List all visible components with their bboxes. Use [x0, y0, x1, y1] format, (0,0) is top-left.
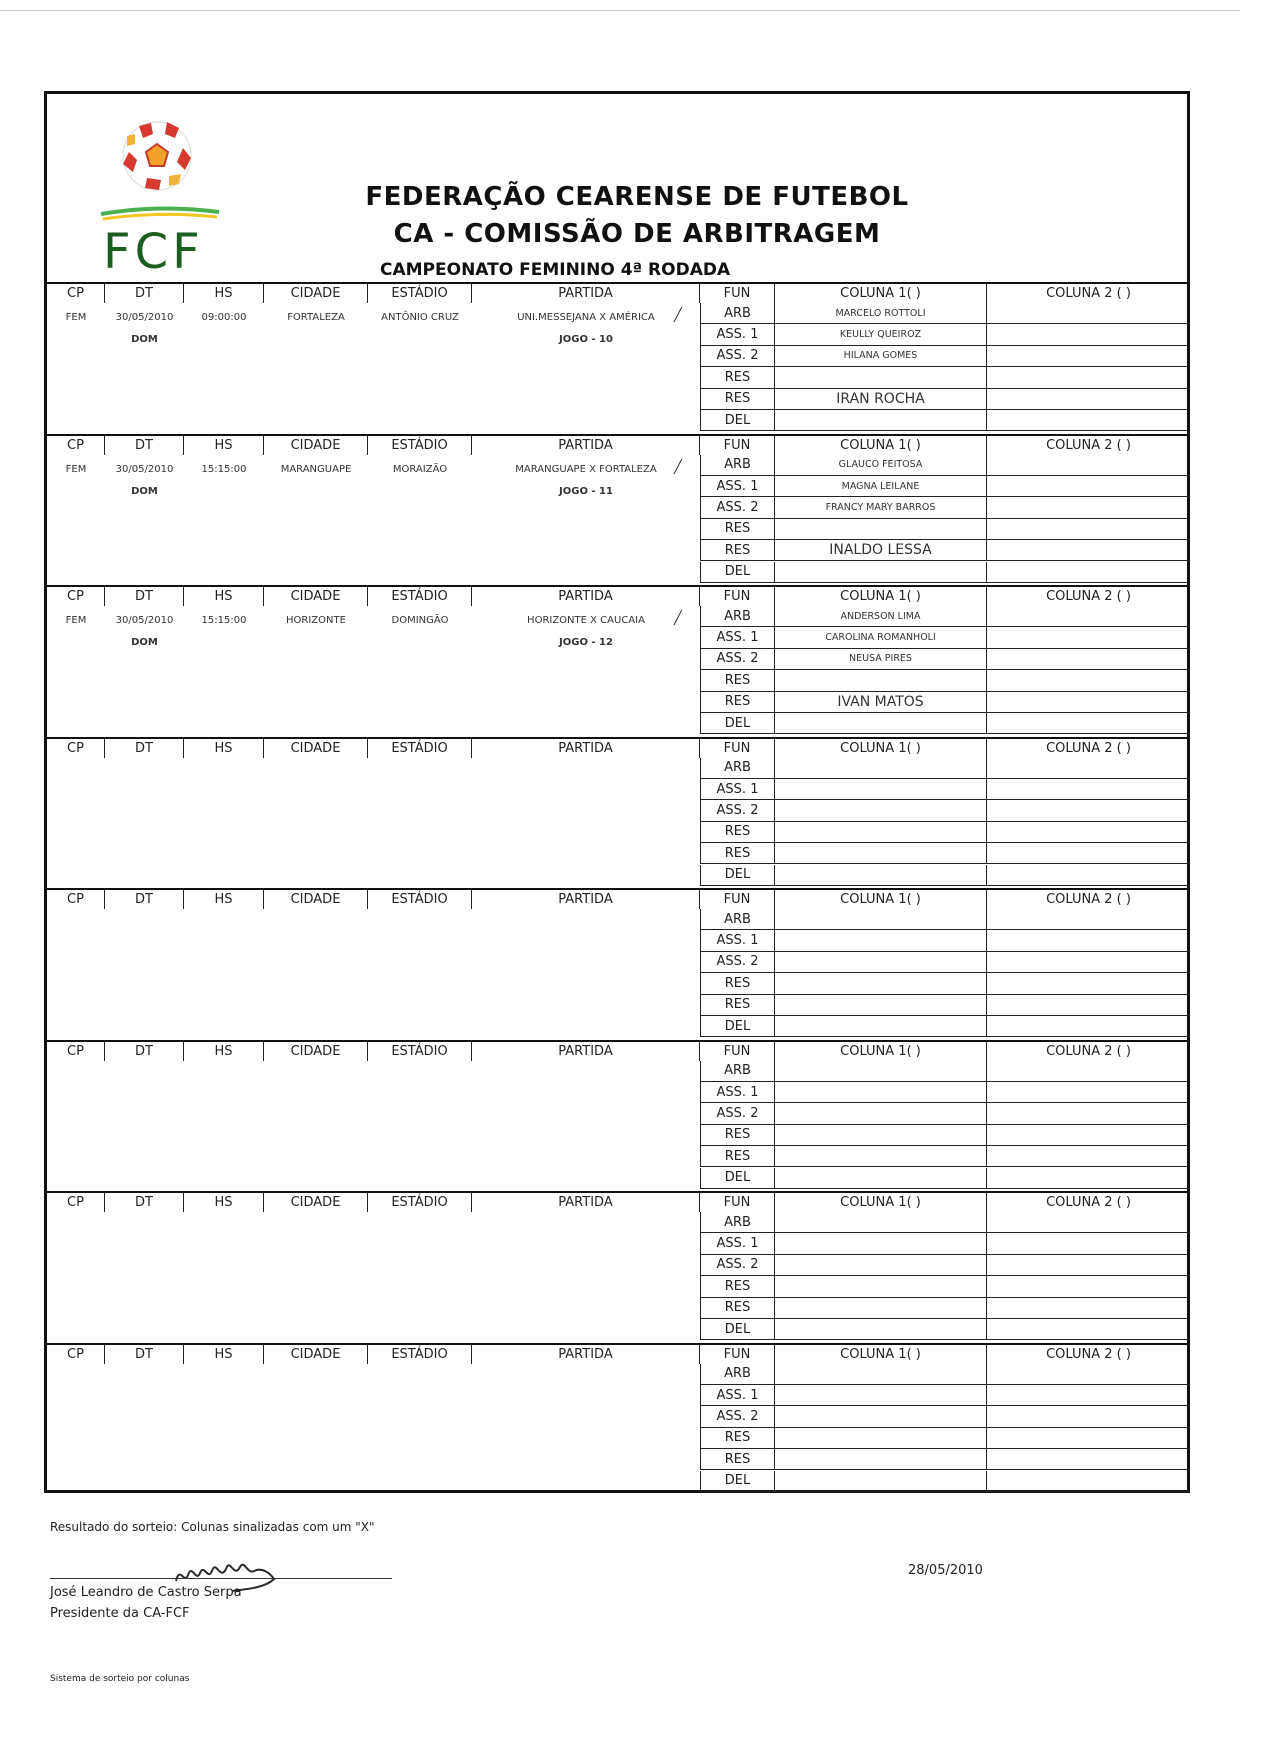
- column2-cell: [987, 1082, 1190, 1103]
- official-name: [775, 973, 987, 994]
- header-coluna1: COLUNA 1( ): [775, 587, 987, 606]
- header-cp: CP: [47, 1193, 105, 1212]
- official-name: [775, 952, 987, 973]
- game-number: JOGO - 12: [559, 637, 613, 648]
- header-cp: CP: [47, 436, 105, 455]
- header-cp: CP: [47, 284, 105, 303]
- header-dt: DT: [105, 1345, 184, 1364]
- header-coluna2: COLUNA 2 ( ): [1046, 589, 1131, 604]
- check-mark-icon: ╱: [674, 611, 682, 626]
- game-weekday: DOM: [131, 334, 158, 345]
- column2-cell: [987, 822, 1190, 843]
- official-name: [775, 670, 987, 691]
- header-coluna1: COLUNA 1( ): [775, 1193, 987, 1212]
- game-block: [47, 282, 1187, 433]
- header-cidade: CIDADE: [264, 1042, 368, 1061]
- header-coluna2: COLUNA 2 ( ): [1046, 1346, 1131, 1362]
- column2-cell: [987, 952, 1190, 973]
- header-cidade: CIDADE: [264, 436, 368, 455]
- role-label: ASS. 2: [700, 1103, 775, 1124]
- header-partida: PARTIDA: [472, 1042, 700, 1061]
- header-fun: FUN: [700, 284, 775, 303]
- column2-cell: [987, 1103, 1190, 1124]
- column2-cell: [987, 843, 1190, 864]
- official-name: [775, 909, 987, 930]
- column2-cell: [987, 519, 1190, 540]
- official-name: [775, 410, 987, 431]
- role-label: RES: [700, 1146, 775, 1167]
- role-label: ASS. 2: [700, 1255, 775, 1276]
- column2-cell: [987, 692, 1190, 713]
- column-header-row: [47, 434, 1187, 455]
- role-label: RES: [700, 1276, 775, 1297]
- header-hs: HS: [184, 436, 264, 455]
- role-label: ARB: [700, 1061, 775, 1082]
- role-label: ASS. 1: [700, 930, 775, 951]
- role-label: ASS. 1: [700, 627, 775, 648]
- header-dt: DT: [105, 890, 184, 909]
- role-label: ARB: [700, 1212, 775, 1233]
- official-name: [775, 1255, 987, 1276]
- official-name: [775, 779, 987, 800]
- column2-cell: [987, 865, 1190, 886]
- official-name: [775, 1319, 987, 1340]
- header-coluna1: COLUNA 1( ): [775, 1042, 987, 1061]
- game-category: FEM: [65, 615, 87, 626]
- column2-cell: [987, 324, 1190, 345]
- column-header-row: [47, 1343, 1187, 1364]
- role-label: RES: [700, 1428, 775, 1449]
- column-header-row: [47, 1040, 1187, 1061]
- header-dt: DT: [105, 587, 184, 606]
- signer-name: José Leandro de Castro Serpa: [50, 1585, 242, 1600]
- official-name: [775, 1061, 987, 1082]
- game-stadium: ANTÔNIO CRUZ: [381, 312, 459, 323]
- role-label: DEL: [700, 562, 775, 583]
- official-name: CAROLINA ROMANHOLI: [775, 627, 987, 648]
- column-header-row: [47, 1191, 1187, 1212]
- header-estadio: ESTÁDIO: [368, 1345, 472, 1364]
- system-note: Sistema de sorteio por colunas: [50, 1674, 190, 1684]
- game-block: [47, 1343, 1187, 1494]
- column2-cell: [987, 1471, 1190, 1492]
- header-dt: DT: [105, 284, 184, 303]
- column2-cell: [987, 1276, 1190, 1297]
- referee-schedule-sheet: [44, 91, 1190, 1493]
- header-cp: CP: [47, 739, 105, 758]
- header-fun: FUN: [700, 1193, 775, 1212]
- official-name: [775, 1385, 987, 1406]
- header-fun: FUN: [700, 587, 775, 606]
- official-name: [775, 822, 987, 843]
- column2-cell: [987, 930, 1190, 951]
- header-estadio: ESTÁDIO: [368, 436, 472, 455]
- column2-cell: [987, 455, 1190, 476]
- role-label: ASS. 1: [700, 1082, 775, 1103]
- game-category: FEM: [65, 312, 87, 323]
- role-label: DEL: [700, 1471, 775, 1492]
- official-name: MARCELO ROTTOLI: [775, 303, 987, 324]
- role-label: ASS. 2: [700, 800, 775, 821]
- game-block: [47, 585, 1187, 736]
- game-match: HORIZONTE X CAUCAIA: [527, 615, 645, 626]
- header-cidade: CIDADE: [264, 284, 368, 303]
- header-dt: DT: [105, 1042, 184, 1061]
- column2-cell: [987, 713, 1190, 734]
- column2-cell: [987, 497, 1190, 518]
- header-hs: HS: [184, 587, 264, 606]
- role-label: ASS. 2: [700, 497, 775, 518]
- game-time: 15:15:00: [201, 615, 247, 626]
- scan-edge-line: [0, 10, 1240, 11]
- header-coluna1: COLUNA 1( ): [775, 739, 987, 758]
- role-label: ASS. 2: [700, 1406, 775, 1427]
- header-cidade: CIDADE: [264, 587, 368, 606]
- official-name: [775, 713, 987, 734]
- game-block: [47, 737, 1187, 888]
- column2-cell: [987, 1061, 1190, 1082]
- signature-line: [50, 1578, 392, 1579]
- column2-cell: [987, 1428, 1190, 1449]
- column2-cell: [987, 606, 1190, 627]
- column2-cell: [987, 627, 1190, 648]
- header-cp: CP: [47, 587, 105, 606]
- header-coluna2: COLUNA 2 ( ): [1046, 286, 1131, 301]
- document-date: 28/05/2010: [908, 1563, 983, 1578]
- header-estadio: ESTÁDIO: [368, 587, 472, 606]
- header-estadio: ESTÁDIO: [368, 890, 472, 909]
- official-name: [775, 758, 987, 779]
- official-name: [775, 800, 987, 821]
- commission-title: CA - COMISSÃO DE ARBITRAGEM: [393, 219, 881, 249]
- header-fun: FUN: [700, 739, 775, 758]
- header-coluna1: COLUNA 1( ): [775, 436, 987, 455]
- header-coluna2: COLUNA 2 ( ): [1046, 437, 1131, 453]
- column-header-row: [47, 282, 1187, 303]
- role-label: DEL: [700, 713, 775, 734]
- column2-cell: [987, 909, 1190, 930]
- logo-letters: FCF: [103, 224, 204, 280]
- role-label: ARB: [700, 758, 775, 779]
- header-cp: CP: [47, 890, 105, 909]
- fcf-logo: [99, 118, 249, 280]
- role-label: RES: [700, 389, 775, 410]
- official-name: [775, 1212, 987, 1233]
- official-name: NEUSA PIRES: [775, 649, 987, 670]
- header-partida: PARTIDA: [472, 587, 700, 606]
- official-name: MAGNA LEILANE: [775, 476, 987, 497]
- header-hs: HS: [184, 1042, 264, 1061]
- column2-cell: [987, 1016, 1190, 1037]
- column2-cell: [987, 562, 1190, 583]
- game-date: 30/05/2010: [115, 312, 174, 323]
- column2-cell: [987, 1212, 1190, 1233]
- role-label: ARB: [700, 606, 775, 627]
- role-label: ARB: [700, 303, 775, 324]
- game-stadium: MORAIZÃO: [392, 463, 448, 475]
- column2-cell: [987, 1406, 1190, 1427]
- official-name: [775, 1428, 987, 1449]
- header-hs: HS: [184, 284, 264, 303]
- role-label: RES: [700, 995, 775, 1016]
- game-block: [47, 1191, 1187, 1342]
- role-label: ARB: [700, 455, 775, 476]
- column2-cell: [987, 540, 1190, 561]
- official-name: [775, 1016, 987, 1037]
- header-dt: DT: [105, 739, 184, 758]
- header-partida: PARTIDA: [472, 284, 700, 303]
- game-block: [47, 888, 1187, 1039]
- header-hs: HS: [184, 1345, 264, 1364]
- role-label: DEL: [700, 1016, 775, 1037]
- role-label: RES: [700, 843, 775, 864]
- official-name: [775, 1298, 987, 1319]
- column2-cell: [987, 758, 1190, 779]
- role-label: RES: [700, 973, 775, 994]
- header-dt: DT: [105, 436, 184, 455]
- column-header-row: [47, 585, 1187, 606]
- header-cidade: CIDADE: [264, 890, 368, 909]
- column2-cell: [987, 1125, 1190, 1146]
- column2-cell: [987, 649, 1190, 670]
- column2-cell: [987, 800, 1190, 821]
- official-name: [775, 995, 987, 1016]
- column2-cell: [987, 779, 1190, 800]
- column2-cell: [987, 1449, 1190, 1470]
- official-name: [775, 367, 987, 388]
- header-cidade: CIDADE: [264, 1345, 368, 1364]
- role-label: ASS. 1: [700, 779, 775, 800]
- header-estadio: ESTÁDIO: [368, 739, 472, 758]
- header-partida: PARTIDA: [472, 1345, 700, 1364]
- column2-cell: [987, 367, 1190, 388]
- game-number: JOGO - 11: [559, 485, 613, 497]
- header-coluna1: COLUNA 1( ): [775, 890, 987, 909]
- role-label: ASS. 1: [700, 324, 775, 345]
- game-city: HORIZONTE: [286, 615, 346, 626]
- header-fun: FUN: [700, 1345, 775, 1364]
- role-label: RES: [700, 367, 775, 388]
- column2-cell: [987, 346, 1190, 367]
- column-header-row: [47, 737, 1187, 758]
- header-dt: DT: [105, 1193, 184, 1212]
- official-name: [775, 1449, 987, 1470]
- game-match: MARANGUAPE X FORTALEZA: [515, 463, 657, 475]
- official-name: INALDO LESSA: [775, 540, 987, 561]
- official-name: [775, 519, 987, 540]
- header-partida: PARTIDA: [472, 739, 700, 758]
- game-block: [47, 1040, 1187, 1191]
- official-name: KEULLY QUEIROZ: [775, 324, 987, 345]
- header-hs: HS: [184, 1193, 264, 1212]
- official-name: IRAN ROCHA: [775, 389, 987, 410]
- header-fun: FUN: [700, 1042, 775, 1061]
- game-time: 15:15:00: [201, 463, 247, 475]
- game-city: FORTALEZA: [287, 312, 345, 323]
- header-partida: PARTIDA: [472, 890, 700, 909]
- official-name: [775, 562, 987, 583]
- game-number: JOGO - 10: [559, 334, 613, 345]
- column2-cell: [987, 995, 1190, 1016]
- column2-cell: [987, 1385, 1190, 1406]
- column2-cell: [987, 389, 1190, 410]
- role-label: ARB: [700, 1364, 775, 1385]
- draw-result-note: Resultado do sorteio: Colunas sinalizadas com um "X": [50, 1520, 375, 1534]
- header-coluna2: COLUNA 2 ( ): [1046, 892, 1131, 907]
- header-cp: CP: [47, 1042, 105, 1061]
- official-name: [775, 1276, 987, 1297]
- role-label: DEL: [700, 410, 775, 431]
- column2-cell: [987, 1364, 1190, 1385]
- official-name: [775, 1168, 987, 1189]
- official-name: [775, 930, 987, 951]
- official-name: [775, 1103, 987, 1124]
- game-date: 30/05/2010: [115, 615, 174, 626]
- official-name: [775, 1471, 987, 1492]
- header-coluna2: COLUNA 2 ( ): [1046, 1043, 1131, 1059]
- role-label: ASS. 1: [700, 1385, 775, 1406]
- header-cp: CP: [47, 1345, 105, 1364]
- header-partida: PARTIDA: [472, 436, 700, 455]
- header-estadio: ESTÁDIO: [368, 1042, 472, 1061]
- game-city: MARANGUAPE: [280, 463, 352, 475]
- header-estadio: ESTÁDIO: [368, 1193, 472, 1212]
- role-label: RES: [700, 1298, 775, 1319]
- role-label: RES: [700, 822, 775, 843]
- role-label: RES: [700, 1125, 775, 1146]
- column2-cell: [987, 410, 1190, 431]
- official-name: [775, 865, 987, 886]
- column2-cell: [987, 1319, 1190, 1340]
- official-name: [775, 1233, 987, 1254]
- signer-title: Presidente da CA-FCF: [50, 1606, 190, 1621]
- check-mark-icon: ╱: [674, 308, 682, 323]
- official-name: [775, 1364, 987, 1385]
- column2-cell: [987, 476, 1190, 497]
- column2-cell: [987, 1146, 1190, 1167]
- official-name: IVAN MATOS: [775, 692, 987, 713]
- header-coluna1: COLUNA 1( ): [775, 1345, 987, 1364]
- role-label: ASS. 2: [700, 952, 775, 973]
- column2-cell: [987, 670, 1190, 691]
- role-label: DEL: [700, 865, 775, 886]
- header-coluna2: COLUNA 2 ( ): [1046, 740, 1131, 756]
- game-match: UNI.MESSEJANA X AMÉRICA: [517, 312, 655, 323]
- check-mark-icon: ╱: [674, 459, 682, 475]
- role-label: DEL: [700, 1168, 775, 1189]
- game-weekday: DOM: [131, 637, 158, 648]
- header-estadio: ESTÁDIO: [368, 284, 472, 303]
- column2-cell: [987, 1298, 1190, 1319]
- header-hs: HS: [184, 739, 264, 758]
- role-label: DEL: [700, 1319, 775, 1340]
- header-coluna1: COLUNA 1( ): [775, 284, 987, 303]
- game-block: [47, 434, 1187, 585]
- federation-title: FEDERAÇÃO CEARENSE DE FUTEBOL: [365, 182, 909, 212]
- official-name: [775, 1146, 987, 1167]
- header-cidade: CIDADE: [264, 739, 368, 758]
- role-label: ARB: [700, 909, 775, 930]
- official-name: [775, 1082, 987, 1103]
- column2-cell: [987, 1255, 1190, 1276]
- column2-cell: [987, 1233, 1190, 1254]
- official-name: GLAUCO FEITOSA: [775, 455, 987, 476]
- game-date: 30/05/2010: [115, 463, 174, 475]
- role-label: ASS. 2: [700, 649, 775, 670]
- game-stadium: DOMINGÃO: [391, 615, 449, 626]
- game-weekday: DOM: [131, 485, 158, 497]
- role-label: ASS. 1: [700, 476, 775, 497]
- role-label: ASS. 1: [700, 1233, 775, 1254]
- official-name: [775, 1406, 987, 1427]
- column-header-row: [47, 888, 1187, 909]
- role-label: RES: [700, 692, 775, 713]
- role-label: RES: [700, 1449, 775, 1470]
- official-name: ANDERSON LIMA: [775, 606, 987, 627]
- column2-cell: [987, 973, 1190, 994]
- header-fun: FUN: [700, 890, 775, 909]
- championship-subtitle: CAMPEONATO FEMININO 4ª RODADA: [380, 260, 731, 280]
- official-name: HILANA GOMES: [775, 346, 987, 367]
- game-category: FEM: [65, 463, 87, 475]
- column2-cell: [987, 1168, 1190, 1189]
- header-partida: PARTIDA: [472, 1193, 700, 1212]
- role-label: RES: [700, 670, 775, 691]
- header-cidade: CIDADE: [264, 1193, 368, 1212]
- role-label: RES: [700, 540, 775, 561]
- header-hs: HS: [184, 890, 264, 909]
- column2-cell: [987, 303, 1190, 324]
- role-label: RES: [700, 519, 775, 540]
- official-name: [775, 1125, 987, 1146]
- game-time: 09:00:00: [201, 312, 247, 323]
- official-name: FRANCY MARY BARROS: [775, 497, 987, 518]
- header-coluna2: COLUNA 2 ( ): [1046, 1195, 1131, 1210]
- header-fun: FUN: [700, 436, 775, 455]
- sheet-header: [47, 94, 1187, 282]
- role-label: ASS. 2: [700, 346, 775, 367]
- official-name: [775, 843, 987, 864]
